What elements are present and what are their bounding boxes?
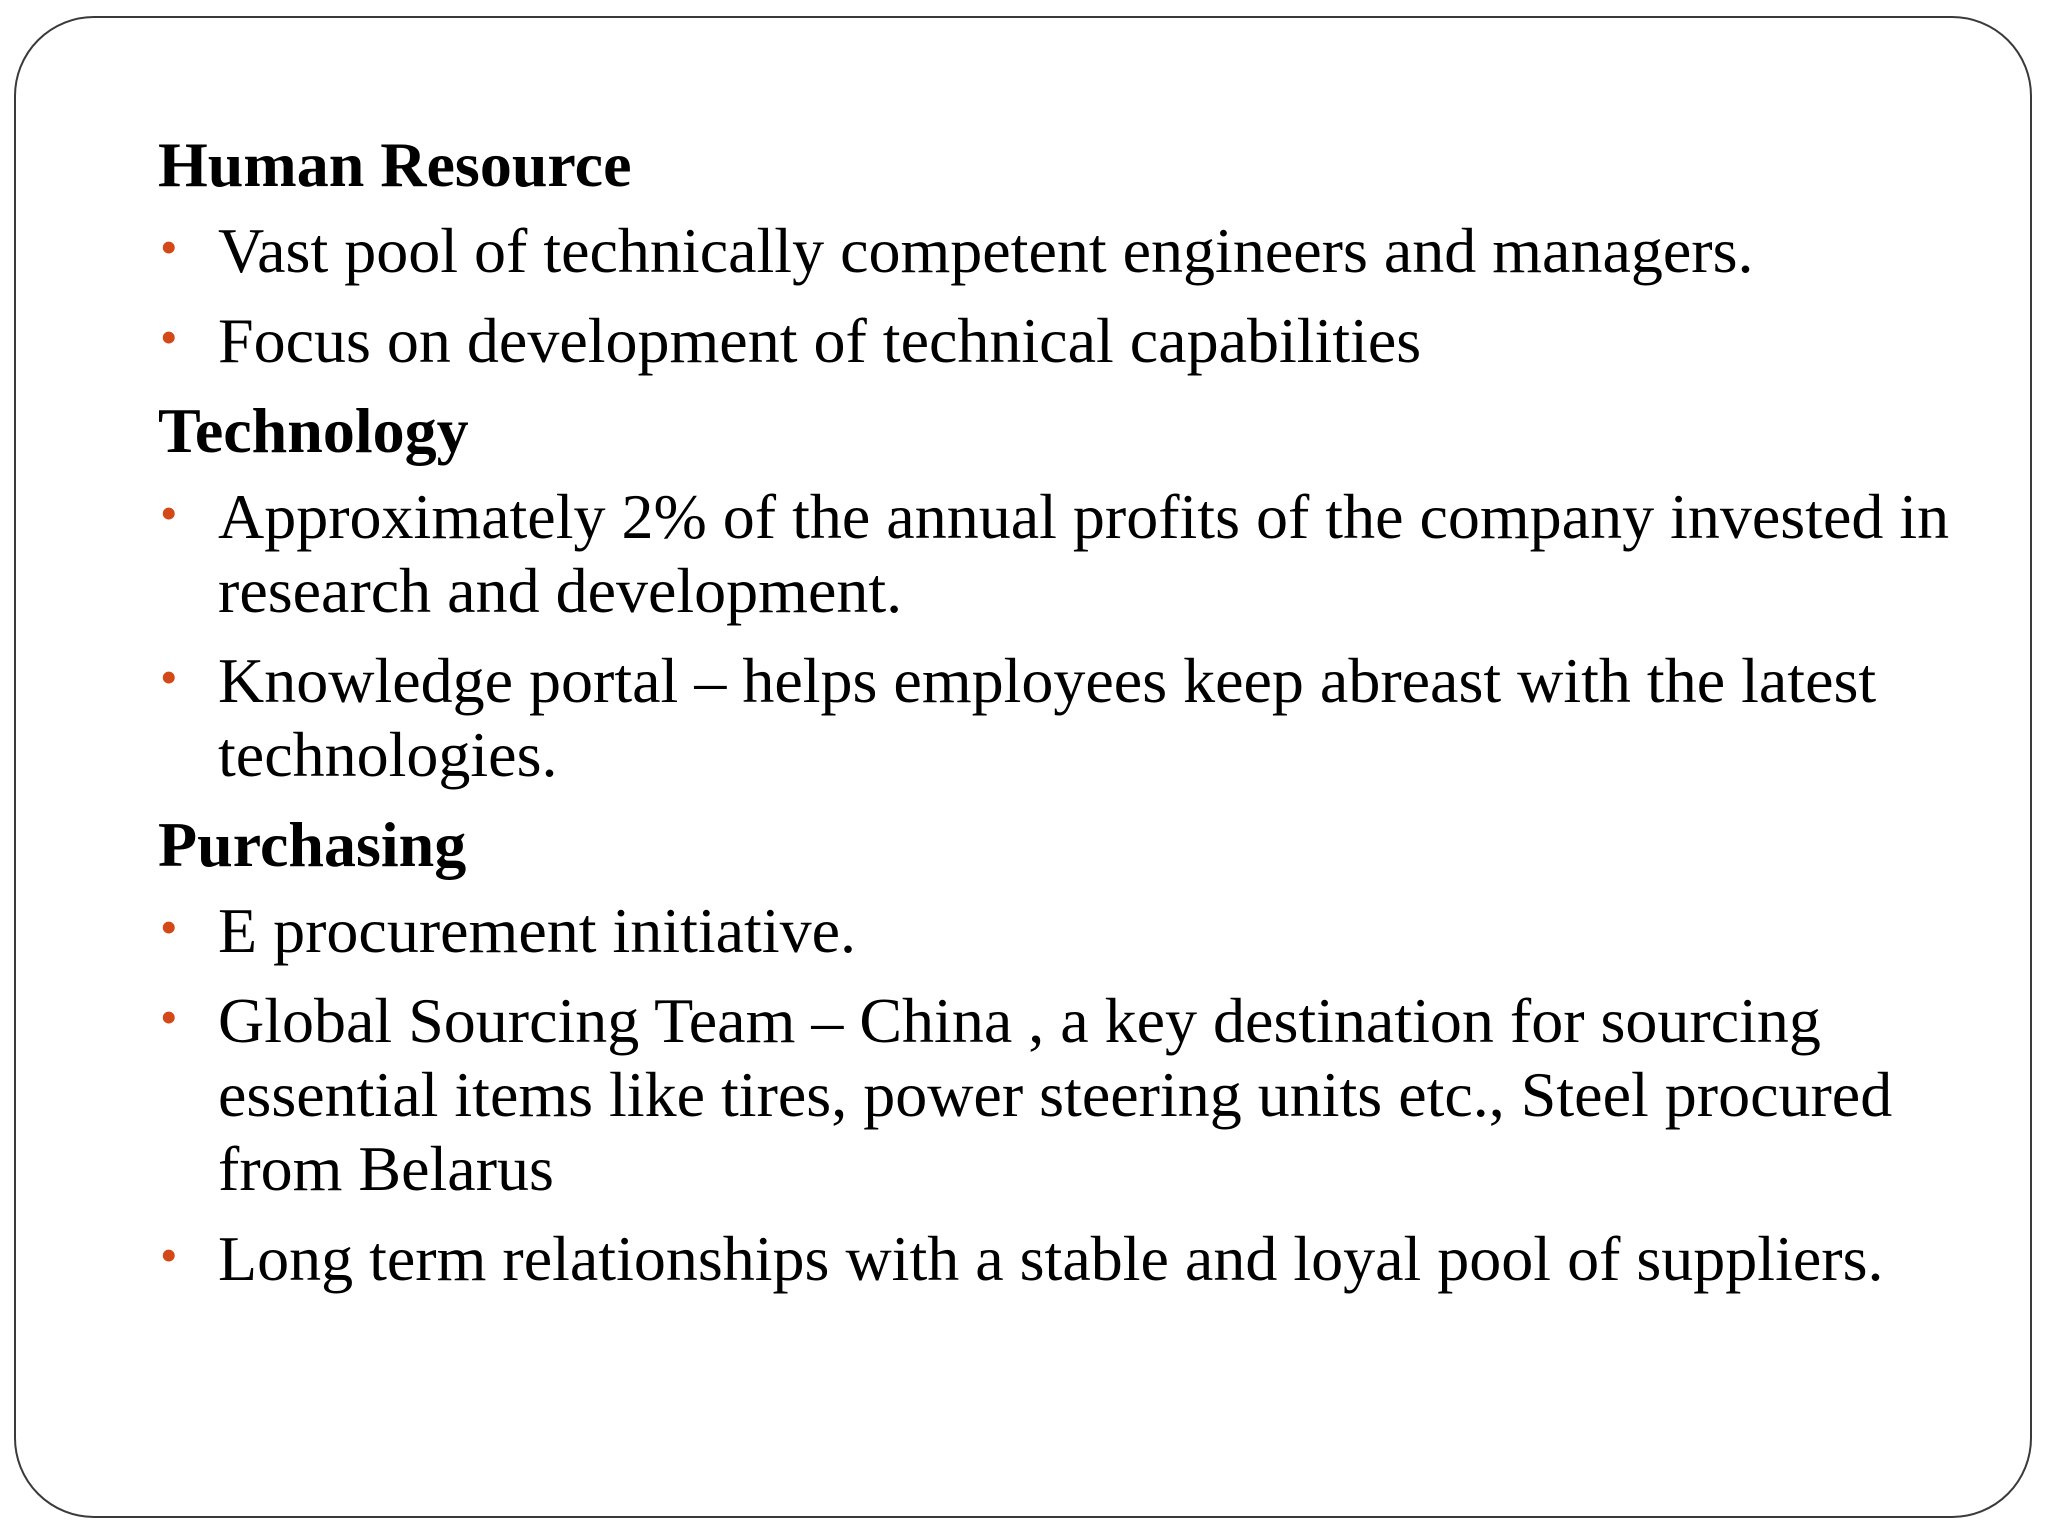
list-item	[158, 984, 2018, 1206]
list-item-text: Focus on development of technical capabilities	[218, 305, 1422, 376]
bullet-icon: •	[160, 899, 178, 955]
bullet-icon: •	[160, 989, 178, 1045]
bullet-list-human-resource	[158, 214, 2018, 378]
bullet-icon: •	[160, 219, 178, 275]
list-item-text: E procurement initiative.	[218, 895, 856, 966]
list-item	[158, 304, 2018, 378]
section-heading-purchasing: Purchasing	[158, 809, 467, 880]
list-item-text: Global Sourcing Team – China , a key destination for sourcing essential items like tires, power steering units etc., Steel procured from Belarus	[218, 985, 1893, 1204]
slide-content	[158, 128, 2018, 1312]
bullet-icon: •	[160, 309, 178, 365]
list-item	[158, 644, 2018, 792]
list-item-text: Long term relationships with a stable and loyal pool of suppliers.	[218, 1223, 1884, 1294]
bullet-list-purchasing	[158, 894, 2018, 1296]
list-item	[158, 480, 2018, 628]
list-item-text: Approximately 2% of the annual profits of the company invested in research and development.	[218, 481, 1950, 626]
list-item	[158, 214, 2018, 288]
list-item-text: Knowledge portal – helps employees keep abreast with the latest technologies.	[218, 645, 1877, 790]
list-item	[158, 894, 2018, 968]
list-item	[158, 1222, 2018, 1296]
section-heading-human-resource: Human Resource	[158, 129, 632, 200]
bullet-icon: •	[160, 649, 178, 705]
bullet-icon: •	[160, 485, 178, 541]
slide-frame	[14, 16, 2032, 1518]
bullet-list-technology	[158, 480, 2018, 792]
list-item-text: Vast pool of technically competent engineers and managers.	[218, 215, 1754, 286]
section-heading-technology: Technology	[158, 395, 469, 466]
bullet-icon: •	[160, 1227, 178, 1283]
